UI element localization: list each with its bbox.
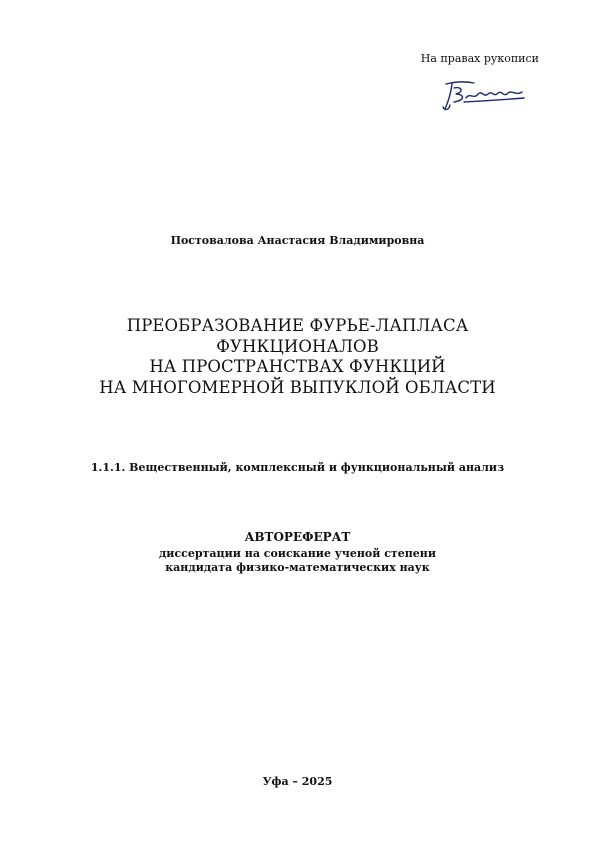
title-line: НА МНОГОМЕРНОЙ ВЫПУКЛОЙ ОБЛАСТИ	[99, 377, 496, 397]
title-line: ФУНКЦИОНАЛОВ	[216, 336, 379, 356]
title-line: НА ПРОСТРАНСТВАХ ФУНКЦИЙ	[149, 357, 446, 376]
manuscript-note: На правах рукописи	[420, 52, 539, 65]
description-line: диссертации на соискание ученой степени	[158, 547, 437, 560]
title-line: ПРЕОБРАЗОВАНИЕ ФУРЬЕ-ЛАПЛАСА	[126, 316, 469, 335]
description-line: кандидата физико-математических наук	[165, 561, 430, 574]
author-name: Постовалова Анастасия Владимировна	[170, 234, 425, 247]
document-type: АВТОРЕФЕРАТ	[244, 530, 351, 544]
city-year: Уфа – 2025	[262, 775, 333, 788]
specialty-code: 1.1.1. Вещественный, комплексный и функциональный анализ	[90, 461, 505, 474]
degree-description	[0, 547, 595, 575]
dissertation-title	[0, 316, 595, 398]
signature-icon	[440, 78, 532, 112]
